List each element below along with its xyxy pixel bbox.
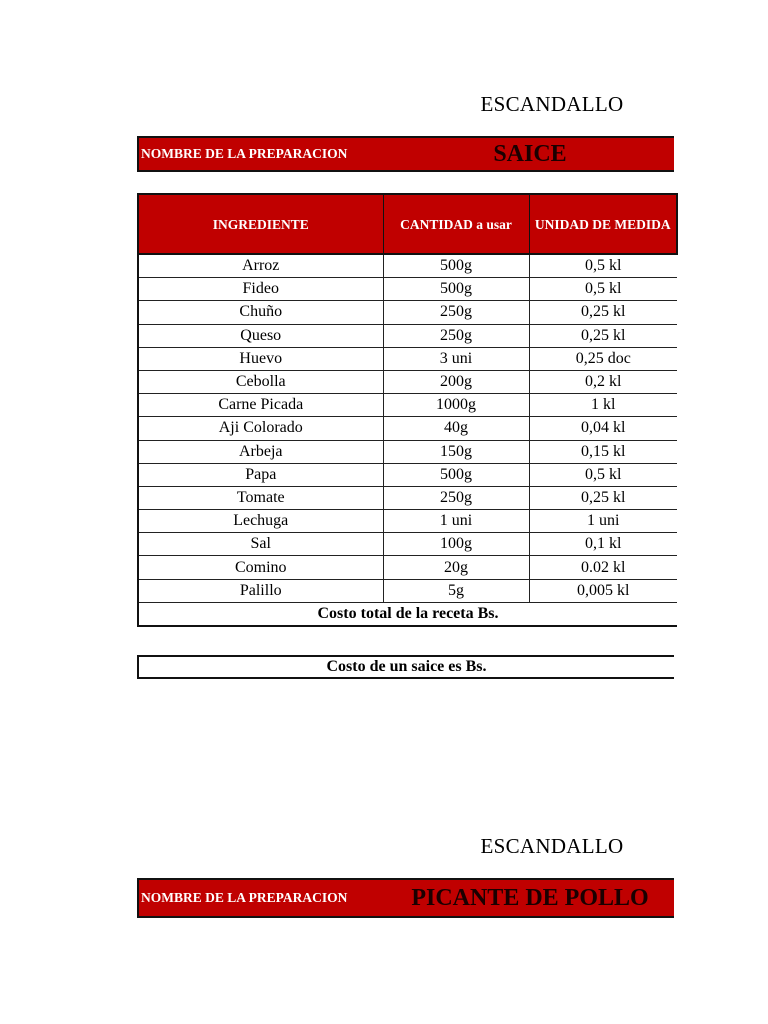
unit-cell[interactable]: 1 uni bbox=[529, 510, 677, 533]
total-cost-label[interactable]: Costo total de la receta Bs. bbox=[138, 602, 677, 626]
quantity-cell[interactable]: 250g bbox=[383, 486, 529, 509]
unit-cell[interactable]: 0,25 kl bbox=[529, 301, 677, 324]
ingredients-body bbox=[138, 254, 677, 626]
quantity-cell[interactable]: 20g bbox=[383, 556, 529, 579]
ingredient-cell[interactable]: Arroz bbox=[138, 254, 383, 278]
ingredient-cell[interactable]: Cebolla bbox=[138, 370, 383, 393]
recipe-2-name-label: NOMBRE DE LA PREPARACION bbox=[141, 890, 348, 905]
ingredient-cell[interactable]: Sal bbox=[138, 533, 383, 556]
unit-cost-row[interactable]: Costo de un saice es Bs. bbox=[137, 655, 674, 679]
unit-cell[interactable]: 0,2 kl bbox=[529, 370, 677, 393]
table-row bbox=[138, 556, 677, 579]
table-row bbox=[138, 301, 677, 324]
table-row bbox=[138, 394, 677, 417]
unit-cell[interactable]: 0,25 doc bbox=[529, 347, 677, 370]
recipe-1-name-label: NOMBRE DE LA PREPARACION bbox=[141, 146, 348, 161]
ingredient-cell[interactable]: Carne Picada bbox=[138, 394, 383, 417]
table-row bbox=[138, 440, 677, 463]
unit-cell[interactable]: 0,5 kl bbox=[529, 254, 677, 278]
quantity-cell[interactable]: 250g bbox=[383, 301, 529, 324]
table-row bbox=[138, 533, 677, 556]
quantity-cell[interactable]: 5g bbox=[383, 579, 529, 602]
unit-cell[interactable]: 0,25 kl bbox=[529, 324, 677, 347]
recipe-2-name-bar bbox=[137, 878, 674, 918]
ingredient-cell[interactable]: Huevo bbox=[138, 347, 383, 370]
quantity-cell[interactable]: 100g bbox=[383, 533, 529, 556]
quantity-cell[interactable]: 200g bbox=[383, 370, 529, 393]
unit-cell[interactable]: 0,5 kl bbox=[529, 278, 677, 301]
recipe-2-name-value[interactable]: PICANTE DE POLLO bbox=[411, 884, 649, 911]
table-row bbox=[138, 278, 677, 301]
quantity-cell[interactable]: 150g bbox=[383, 440, 529, 463]
table-row bbox=[138, 579, 677, 602]
ingredients-table bbox=[137, 193, 678, 627]
unit-cell[interactable]: 0,1 kl bbox=[529, 533, 677, 556]
ingredients-header-row bbox=[138, 194, 677, 254]
quantity-cell[interactable]: 1000g bbox=[383, 394, 529, 417]
unit-cell[interactable]: 1 kl bbox=[529, 394, 677, 417]
table-row bbox=[138, 417, 677, 440]
ingredient-cell[interactable]: Fideo bbox=[138, 278, 383, 301]
unit-cell[interactable]: 0,15 kl bbox=[529, 440, 677, 463]
quantity-cell[interactable]: 500g bbox=[383, 463, 529, 486]
quantity-cell[interactable]: 40g bbox=[383, 417, 529, 440]
unit-cell[interactable]: 0,005 kl bbox=[529, 579, 677, 602]
ingredient-cell[interactable]: Aji Colorado bbox=[138, 417, 383, 440]
ingredient-cell[interactable]: Papa bbox=[138, 463, 383, 486]
recipe-1-heading: ESCANDALLO bbox=[480, 92, 624, 116]
column-header-quantity: CANTIDAD a usar bbox=[383, 194, 529, 254]
table-row bbox=[138, 486, 677, 509]
unit-cell[interactable]: 0.02 kl bbox=[529, 556, 677, 579]
table-row bbox=[138, 370, 677, 393]
ingredient-cell[interactable]: Palillo bbox=[138, 579, 383, 602]
unit-cell[interactable]: 0,04 kl bbox=[529, 417, 677, 440]
unit-cell[interactable]: 0,5 kl bbox=[529, 463, 677, 486]
recipe-2-heading: ESCANDALLO bbox=[480, 834, 624, 858]
table-row bbox=[138, 254, 677, 278]
table-row bbox=[138, 347, 677, 370]
ingredient-cell[interactable]: Lechuga bbox=[138, 510, 383, 533]
quantity-cell[interactable]: 500g bbox=[383, 278, 529, 301]
table-row bbox=[138, 510, 677, 533]
ingredient-cell[interactable]: Queso bbox=[138, 324, 383, 347]
quantity-cell[interactable]: 3 uni bbox=[383, 347, 529, 370]
quantity-cell[interactable]: 250g bbox=[383, 324, 529, 347]
column-header-ingredient: INGREDIENTE bbox=[138, 194, 383, 254]
quantity-cell[interactable]: 500g bbox=[383, 254, 529, 278]
table-row bbox=[138, 463, 677, 486]
ingredient-cell[interactable]: Arbeja bbox=[138, 440, 383, 463]
total-cost-row bbox=[138, 602, 677, 626]
table-row bbox=[138, 324, 677, 347]
recipe-1-name-value[interactable]: SAICE bbox=[493, 140, 567, 167]
ingredient-cell[interactable]: Tomate bbox=[138, 486, 383, 509]
recipe-1-name-bar bbox=[137, 136, 674, 172]
ingredient-cell[interactable]: Comino bbox=[138, 556, 383, 579]
ingredient-cell[interactable]: Chuño bbox=[138, 301, 383, 324]
unit-cell[interactable]: 0,25 kl bbox=[529, 486, 677, 509]
column-header-unit: UNIDAD DE MEDIDA bbox=[529, 194, 677, 254]
quantity-cell[interactable]: 1 uni bbox=[383, 510, 529, 533]
